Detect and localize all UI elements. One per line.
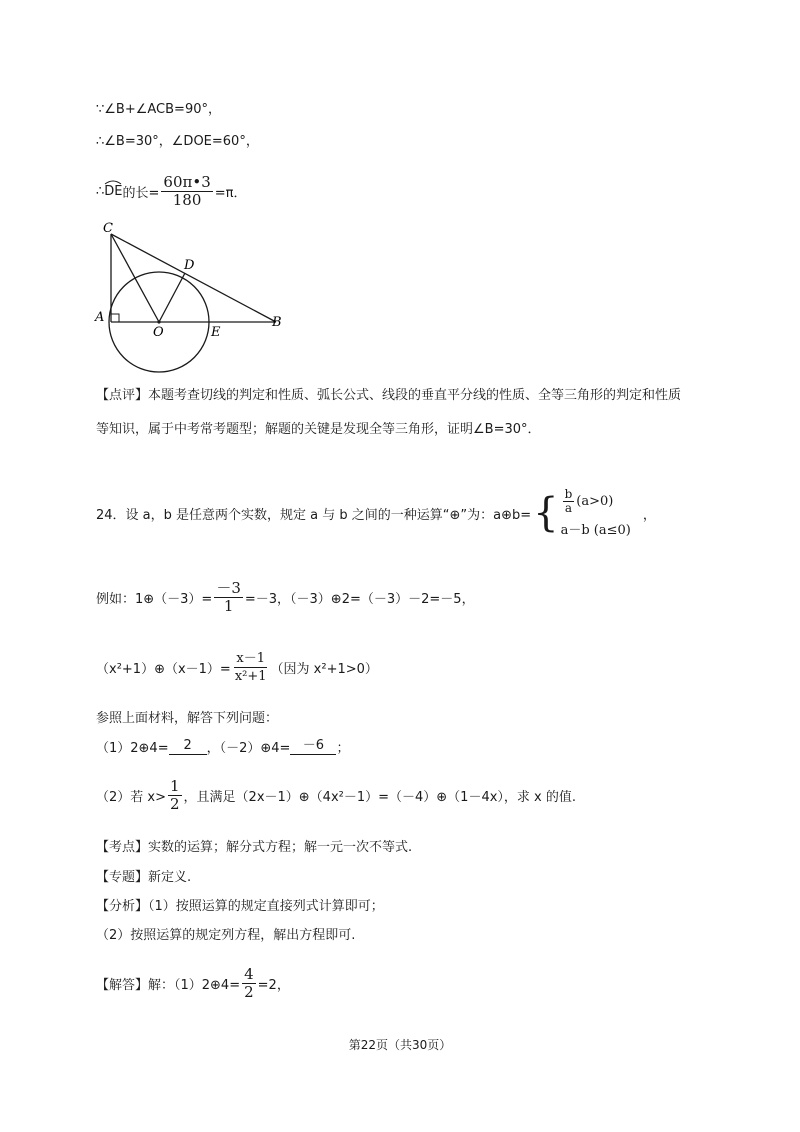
q24-intro: 24．设 a，b 是任意两个实数，规定 a 与 b 之间的一种运算“⊕”为：a⊕b= xyxy=(96,507,532,523)
arc-length-fraction xyxy=(161,174,212,209)
proof-line-2: ∴∠B=30°，∠DOE=60°， xyxy=(96,134,259,149)
arc-icon xyxy=(104,179,122,185)
kaodian-line: 【考点】实数的运算；解分式方程；解一元一次不等式. xyxy=(96,840,413,855)
part-2-num: 1 xyxy=(170,777,180,795)
example-line-2 xyxy=(96,650,378,685)
arc-numerator: 60π•3 xyxy=(163,173,211,191)
case-2: a－b (a≤0) xyxy=(560,523,631,538)
example-1-prefix: 例如：1⊕（－3）= xyxy=(96,592,213,607)
segment-od xyxy=(159,273,185,322)
case-1-condition: (a>0) xyxy=(576,494,614,509)
geometry-figure xyxy=(90,218,290,373)
case-1-den: a xyxy=(564,501,573,515)
label-c: C xyxy=(103,221,113,236)
part-2-b: ，且满足（2x－1）⊕（4x²－1）=（－4）⊕（1－4x），求 x 的值. xyxy=(183,790,577,805)
arc-length-result: =π． xyxy=(214,186,247,201)
example-1-den: 1 xyxy=(223,597,234,615)
jieda-fraction xyxy=(242,966,256,1001)
part-1-answer-2: －6 xyxy=(290,738,336,755)
jieda-prefix: 【解答】解：（1）2⊕4= xyxy=(96,978,241,993)
example-2-rest: （因为 x²+1>0） xyxy=(270,662,378,677)
example-2-prefix: （x²+1）⊕（x－1）= xyxy=(96,662,231,677)
label-d: D xyxy=(184,258,195,273)
fenxi-line-1: 【分析】（1）按照运算的规定直接列式计算即可； xyxy=(96,899,384,914)
example-line-1 xyxy=(96,580,475,615)
center-point xyxy=(157,320,160,323)
part-2-den: 2 xyxy=(170,795,180,813)
arc-denominator: 180 xyxy=(172,191,202,209)
arc-length-line xyxy=(96,174,247,209)
comment-line-1: 【点评】本题考查切线的判定和性质、弧长公式、线段的垂直平分线的性质、全等三角形的判定和性质 xyxy=(96,388,682,403)
case-1-num: b xyxy=(564,487,573,501)
part-1-a: （1）2⊕4= xyxy=(96,741,169,756)
reference-line: 参照上面材料，解答下列问题： xyxy=(96,711,279,726)
case-1-fraction xyxy=(563,488,575,515)
zhuanti-line: 【专题】新定义. xyxy=(96,870,192,885)
example-1-rest: =－3，（－3）⊕2=（－3）－2=－5， xyxy=(244,592,475,607)
example-1-num: －3 xyxy=(216,579,241,597)
label-o: O xyxy=(153,325,164,340)
example-1-fraction xyxy=(214,580,243,615)
case-1 xyxy=(561,488,631,515)
part-2-fraction xyxy=(168,778,182,813)
part-2-line xyxy=(96,778,576,813)
label-e: E xyxy=(211,325,221,340)
comment-line-2: 等知识，属于中考常考题型；解题的关键是发现全等三角形，证明∠B=30°． xyxy=(96,422,541,437)
fenxi-line-2: （2）按照运算的规定列方程，解出方程即可. xyxy=(96,928,356,943)
jieda-num: 4 xyxy=(244,965,254,983)
right-angle-mark xyxy=(111,314,119,322)
label-a: A xyxy=(95,310,105,325)
cases-brace: { xyxy=(533,490,559,536)
jieda-suffix: =2， xyxy=(257,978,290,993)
example-2-fraction xyxy=(233,650,269,685)
q24-definition xyxy=(96,488,656,538)
page-footer: 第22页（共30页） xyxy=(348,1038,452,1052)
cases-block xyxy=(561,488,631,538)
part-1-answer-1: 2 xyxy=(169,738,207,755)
part-1-c: ； xyxy=(336,741,350,756)
arc-de xyxy=(104,184,122,199)
part-2-a: （2）若 x> xyxy=(96,790,166,805)
jieda-den: 2 xyxy=(244,983,254,1001)
jieda-line xyxy=(96,966,290,1001)
label-b: B xyxy=(272,315,282,330)
part-1-line xyxy=(96,737,349,756)
therefore-symbol: ∴ xyxy=(96,184,105,199)
proof-line-1: ∵∠B+∠ACB=90°， xyxy=(96,102,221,117)
arc-length-text: 的长= xyxy=(122,186,160,201)
q24-trail: ， xyxy=(642,507,656,523)
example-2-num: x－1 xyxy=(236,651,265,666)
part-1-b: ，（－2）⊕4= xyxy=(206,741,291,756)
arc-de-label: DE xyxy=(104,184,123,199)
example-2-den: x²+1 xyxy=(234,669,267,684)
